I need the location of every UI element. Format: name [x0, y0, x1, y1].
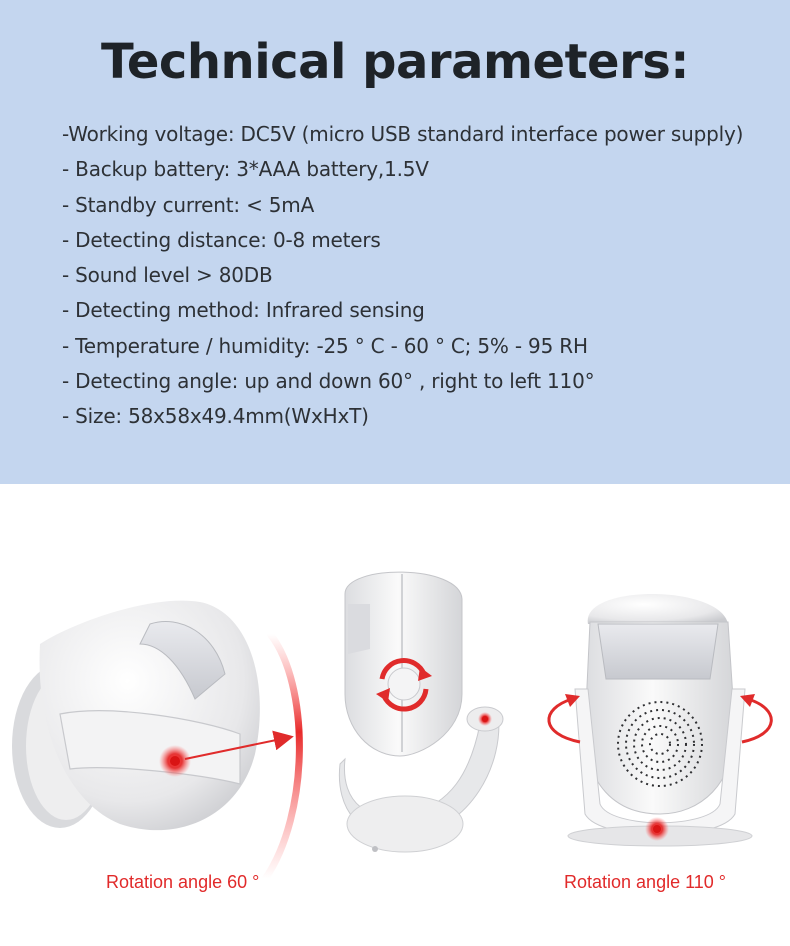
product-photos	[0, 484, 790, 941]
spec-item: - Sound level > 80DB	[62, 263, 273, 288]
spec-item: -Working voltage: DC5V (micro USB standard interface power supply)	[62, 122, 744, 146]
spec-item: - Standby current: < 5mA	[62, 192, 315, 217]
left-sensor	[12, 601, 299, 879]
middle-sensor	[339, 572, 503, 852]
spec-item: - Backup battery: 3*AAA battery,1.5V	[62, 157, 429, 182]
spec-item: - Size: 58x58x49.4mm(WxHxT)	[62, 404, 369, 429]
right-sensor	[549, 594, 771, 846]
spec-item: - Detecting angle: up and down 60° , right to left 110°	[62, 369, 595, 394]
spec-item: - Detecting method: Infrared sensing	[62, 298, 425, 323]
caption-rotation-110: Rotation angle 110 °	[564, 872, 726, 892]
spec-item: - Temperature / humidity: -25 ° C - 60 ° C; 5% - 95 RH	[62, 333, 588, 358]
spec-item: - Detecting distance: 0-8 meters	[62, 227, 381, 252]
caption-rotation-60: Rotation angle 60 °	[106, 872, 260, 892]
page-title: Technical parameters:	[101, 34, 689, 90]
spec-list	[62, 117, 743, 435]
